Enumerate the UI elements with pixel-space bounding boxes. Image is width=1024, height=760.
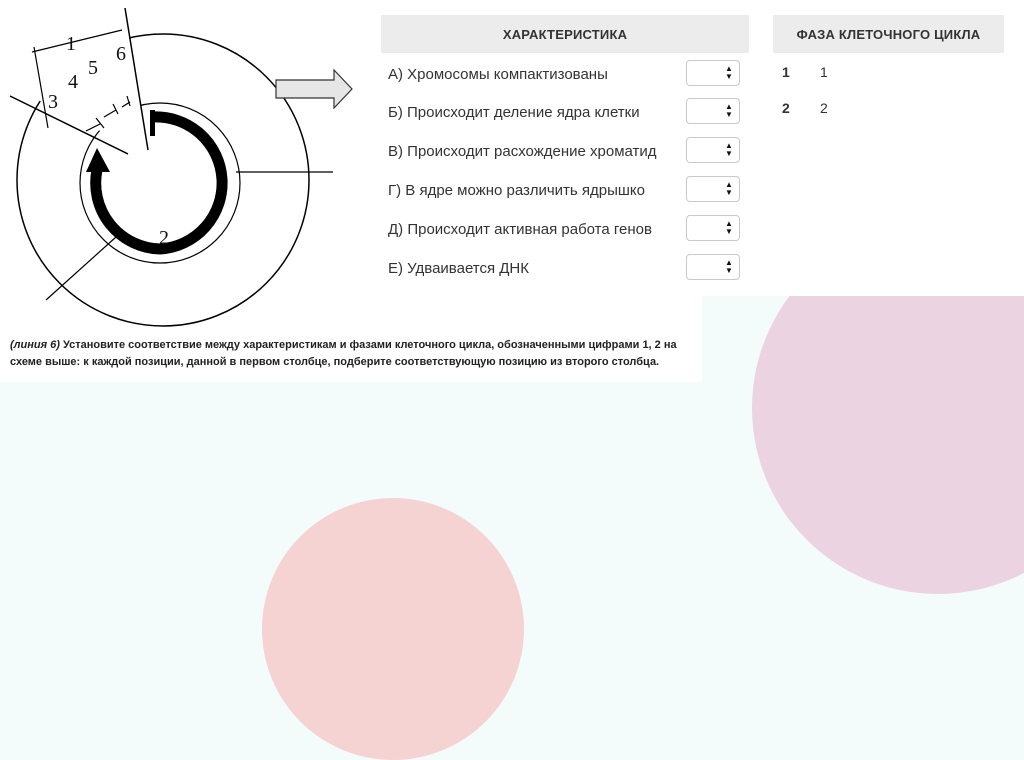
select-arrows-icon: ▲▼ (725, 102, 733, 119)
select-arrows-icon: ▲▼ (725, 258, 733, 275)
phase-item-2 (782, 98, 828, 118)
select-c[interactable] (686, 137, 740, 163)
phase-value: 1 (820, 64, 828, 80)
row-b (388, 98, 748, 126)
phase-number: 2 (782, 100, 790, 116)
diagram-label-5: 5 (88, 57, 98, 79)
diagram-label-2: 2 (159, 227, 169, 249)
row-c-text: В) Происходит расхождение хроматид (388, 142, 657, 160)
select-d[interactable] (686, 176, 740, 202)
phase-item-1 (782, 62, 828, 82)
header-phase: ФАЗА КЛЕТОЧНОГО ЦИКЛА (773, 15, 1004, 53)
diagram-label-6: 6 (116, 43, 126, 65)
row-c (388, 137, 748, 165)
diagram-label-3: 3 (48, 91, 58, 113)
row-a-text: А) Хромосомы компактизованы (388, 65, 608, 83)
task-prefix: (линия 6) (10, 339, 60, 351)
row-f (388, 254, 748, 282)
phase-value: 2 (820, 100, 828, 116)
row-f-text: Е) Удваивается ДНК (388, 259, 530, 277)
diagram-label-1: 1 (66, 33, 76, 55)
header-characteristic: ХАРАКТЕРИСТИКА (381, 15, 749, 53)
row-b-text: Б) Происходит деление ядра клетки (388, 103, 640, 121)
phase-number: 1 (782, 64, 790, 80)
row-e (388, 215, 748, 243)
cell-cycle-diagram (0, 0, 360, 340)
select-b[interactable] (686, 98, 740, 124)
decor-circle-bottom (262, 498, 524, 760)
select-a[interactable] (686, 60, 740, 86)
select-arrows-icon: ▲▼ (725, 180, 733, 197)
select-arrows-icon: ▲▼ (725, 141, 733, 158)
select-arrows-icon: ▲▼ (725, 64, 733, 81)
row-a (388, 60, 748, 88)
task-text (10, 337, 700, 371)
select-e[interactable] (686, 215, 740, 241)
task-body: Установите соответствие между характеристикам и фазами клеточного цикла, обозначенными цифрами 1, 2 на схеме выше: к каждой позиции, данной в первом столбце, подберите соответствующую позицию из второго столбца. (10, 339, 677, 368)
select-f[interactable] (686, 254, 740, 280)
row-d (388, 176, 748, 204)
diagram-label-4: 4 (68, 71, 78, 93)
row-e-text: Д) Происходит активная работа генов (388, 220, 652, 238)
select-arrows-icon: ▲▼ (725, 219, 733, 236)
row-d-text: Г) В ядре можно различить ядрышко (388, 181, 646, 199)
